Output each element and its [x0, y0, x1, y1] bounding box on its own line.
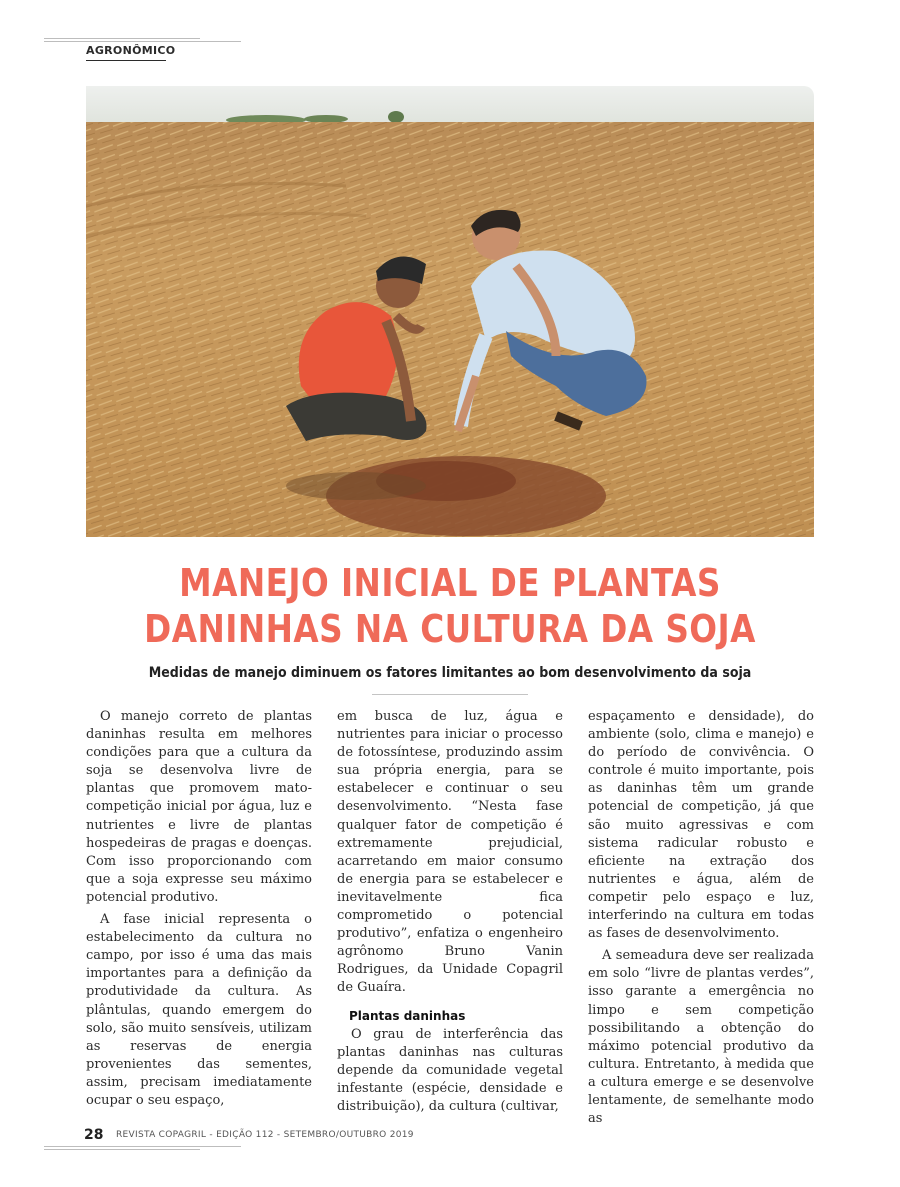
article-column-2 [337, 708, 563, 1120]
paragraph: O grau de interferência das plantas daninhas nas culturas depende da comunidade vegetal infestante (espécie, densidade e distribuição), da cultura (cultivar, [337, 1026, 563, 1114]
page-number: 28 [84, 1127, 104, 1143]
article-photo [86, 86, 814, 537]
paragraph: espaçamento e densidade), do ambiente (solo, clima e manejo) e do período de convivência. O controle é muito importante, pois as daninhas têm um grande potencial de competição, já que são muito agressivas e com sistema radicular robusto e eficiente na extração dos nutrientes e água, além de competir pelo espaço e luz, interferindo na cultura em todas as fases de desenvolvimento. [588, 709, 814, 942]
subtitle: Medidas de manejo diminuem os fatores limitantes ao bom desenvolvimento da soja [148, 665, 752, 681]
subtitle-divider [372, 694, 528, 695]
section-underline [86, 60, 166, 61]
section-heading: Plantas daninhas [349, 1008, 466, 1023]
article-column-3 [588, 708, 814, 1132]
paragraph: A fase inicial representa o estabelecimento da cultura no campo, por isso é uma das mais importantes para a definição da produtividade da cultura. As plântulas, quando emergem do solo, são muito sensíveis, utilizam as reservas de energia provenientes das sementes, assim, precisam imediatamente ocupar o seu espaço, [86, 912, 312, 1108]
headline-line-1: MANEJO INICIAL DE PLANTAS [179, 561, 721, 605]
top-decorative-rule [44, 38, 200, 39]
paragraph: A semeadura deve ser realizada em solo “livre de plantas verdes”, isso garante a emergência no limpo e sem competição possibilitando a obtenção do máximo potencial produtivo da cultura. Entretanto, à medida que a cultura emerge e se desenvolve lentamente, de semelhante modo as [588, 948, 814, 1127]
bottom-decorative-rule [44, 1146, 241, 1147]
footer-publication: REVISTA COPAGRIL - EDIÇÃO 112 - SETEMBRO/OUTUBRO 2019 [116, 1130, 414, 1140]
article-column-1 [86, 708, 312, 1114]
paragraph: em busca de luz, água e nutrientes para iniciar o processo de fotossíntese, produzindo assim sua própria energia, para se estabelecer e continuar o seu desenvolvimento. “Nesta fase qualquer fator de competição é extremamente prejudicial, acarretando em maior consumo de energia para se estabelecer e inevitavelmente fica comprometido o potencial produtivo”, enfatiza o engenheiro agrônomo Bruno Vanin Rodrigues, da Unidade Copagril de Guaíra. [337, 709, 563, 996]
paragraph: O manejo correto de plantas daninhas resulta em melhores condições para que a cultura da soja se desenvolva livre de plantas que promovem mato-competição inicial por água, luz e nutrientes e livre de plantas hospedeiras de pragas e doenças. Com isso proporcionando com que a soja expresse seu máximo potencial produtivo. [86, 709, 312, 905]
bottom-decorative-rule [44, 1149, 200, 1150]
headline-line-2: DANINHAS NA CULTURA DA SOJA [144, 607, 756, 651]
section-label: AGRONÔMICO [86, 44, 176, 57]
top-decorative-rule [44, 41, 241, 42]
